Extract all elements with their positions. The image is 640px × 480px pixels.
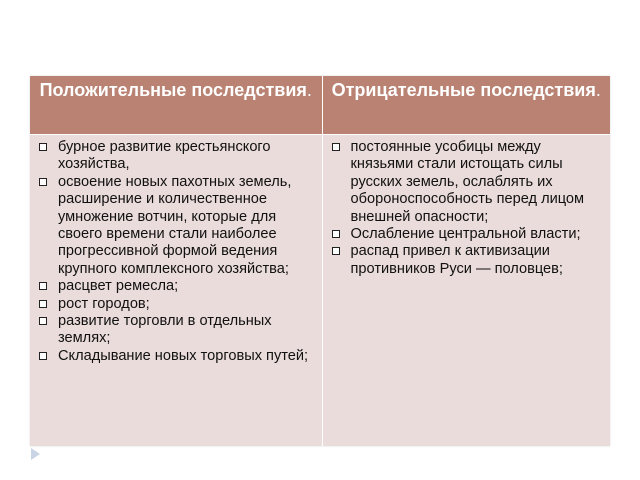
header-negative-label: Отрицательные последствия — [331, 80, 596, 100]
square-bullet-icon — [39, 178, 47, 186]
negative-cell — [322, 135, 610, 447]
square-bullet-icon — [39, 282, 47, 290]
list-item-text: распад привел к активизации противников Руси — половцев; — [350, 243, 563, 277]
square-bullet-icon — [332, 230, 340, 238]
list-item — [36, 139, 314, 174]
square-bullet-icon — [39, 143, 47, 151]
slide-nav-arrow-icon[interactable] — [31, 448, 40, 460]
table-header-row — [30, 76, 610, 135]
list-item — [36, 348, 314, 365]
list-item — [36, 296, 314, 313]
square-bullet-icon — [332, 247, 340, 255]
list-item — [36, 313, 314, 348]
list-item — [36, 278, 314, 295]
list-item — [329, 243, 603, 278]
square-bullet-icon — [39, 300, 47, 308]
negative-list — [329, 139, 603, 278]
list-item-text: рост городов; — [58, 295, 150, 312]
table-body-row — [30, 135, 610, 447]
list-item-text: расцвет ремесла; — [58, 278, 179, 295]
consequences-table — [30, 76, 610, 446]
list-item — [329, 226, 603, 243]
list-item-text: развитие торговли в отдельных землях; — [58, 313, 272, 347]
list-item-text: Ослабление центральной власти; — [350, 226, 581, 243]
list-item-text: освоение новых пахотных земель, расширение и количественное умножение вотчин, которые для своего времени стали наиболее прогрессивной формой ведения крупного комплексного хозяйства; — [58, 173, 292, 277]
positive-cell — [30, 135, 322, 447]
list-item-text: постоянные усобицы между князьями стали истощать силы русских земель, ослаблять их обороноспособность перед лицом внешней опасности; — [350, 139, 585, 225]
square-bullet-icon — [332, 143, 340, 151]
header-positive-period: . — [306, 80, 312, 100]
positive-list — [36, 139, 314, 365]
header-positive — [30, 76, 322, 135]
list-item — [329, 139, 603, 226]
list-item-text: Складывание новых торговых путей; — [58, 347, 309, 364]
header-negative — [322, 76, 610, 135]
list-item — [36, 174, 314, 278]
header-positive-label: Положительные последствия — [39, 80, 307, 100]
list-item-text: бурное развитие крестьянского хозяйства, — [58, 139, 271, 173]
square-bullet-icon — [39, 317, 47, 325]
square-bullet-icon — [39, 352, 47, 360]
header-negative-period: . — [595, 80, 601, 100]
